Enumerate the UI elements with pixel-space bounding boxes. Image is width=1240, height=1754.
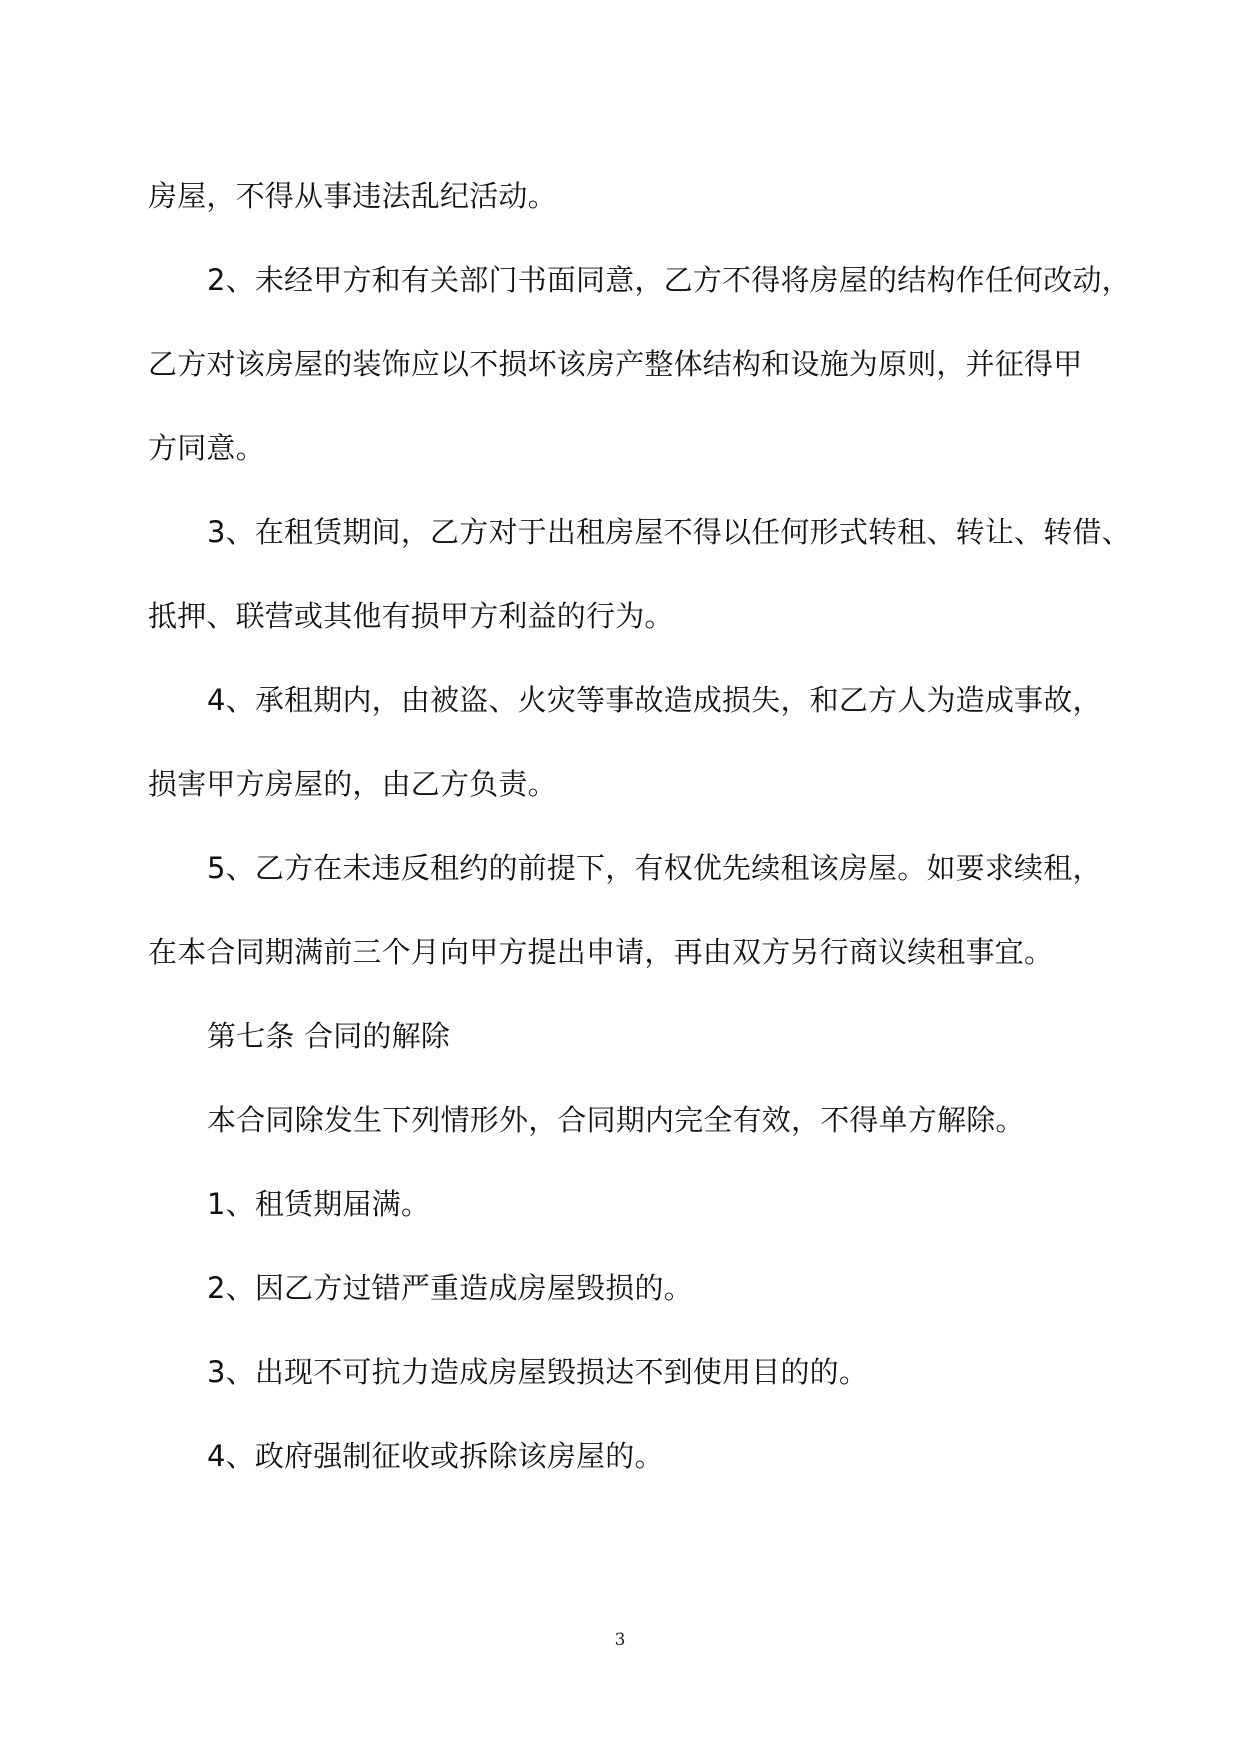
text-line: 5、乙方在未违反租约的前提下，有权优先续租该房屋。如要求续租， [207, 851, 1102, 885]
text-line: 3、出现不可抗力造成房屋毁损达不到使用目的的。 [207, 1355, 869, 1389]
text-line: 4、政府强制征收或拆除该房屋的。 [207, 1439, 664, 1473]
text-line: 2、未经甲方和有关部门书面同意，乙方不得将房屋的结构作任何改动， [207, 263, 1131, 297]
text-line: 乙方对该房屋的装饰应以不损坏该房产整体结构和设施为原则，并征得甲 [148, 347, 1083, 381]
text-line: 抵押、联营或其他有损甲方利益的行为。 [148, 599, 674, 633]
text-line: 房屋，不得从事违法乱纪活动。 [148, 179, 557, 213]
text-line: 3、在租赁期间，乙方对于出租房屋不得以任何形式转租、转让、转借、 [207, 515, 1131, 549]
section-heading: 第七条 合同的解除 [207, 1019, 451, 1053]
text-line: 方同意。 [148, 431, 265, 465]
text-line: 1、租赁期届满。 [207, 1187, 431, 1221]
text-line: 损害甲方房屋的，由乙方负责。 [148, 767, 557, 801]
page-number: 3 [614, 1630, 626, 1650]
text-line: 2、因乙方过错严重造成房屋毁损的。 [207, 1271, 693, 1305]
text-line: 本合同除发生下列情形外，合同期内完全有效，不得单方解除。 [207, 1103, 1025, 1137]
text-line: 在本合同期满前三个月向甲方提出申请，再由双方另行商议续租事宜。 [148, 935, 1054, 969]
text-line: 4、承租期内，由被盗、火灾等事故造成损失，和乙方人为造成事故， [207, 683, 1102, 717]
